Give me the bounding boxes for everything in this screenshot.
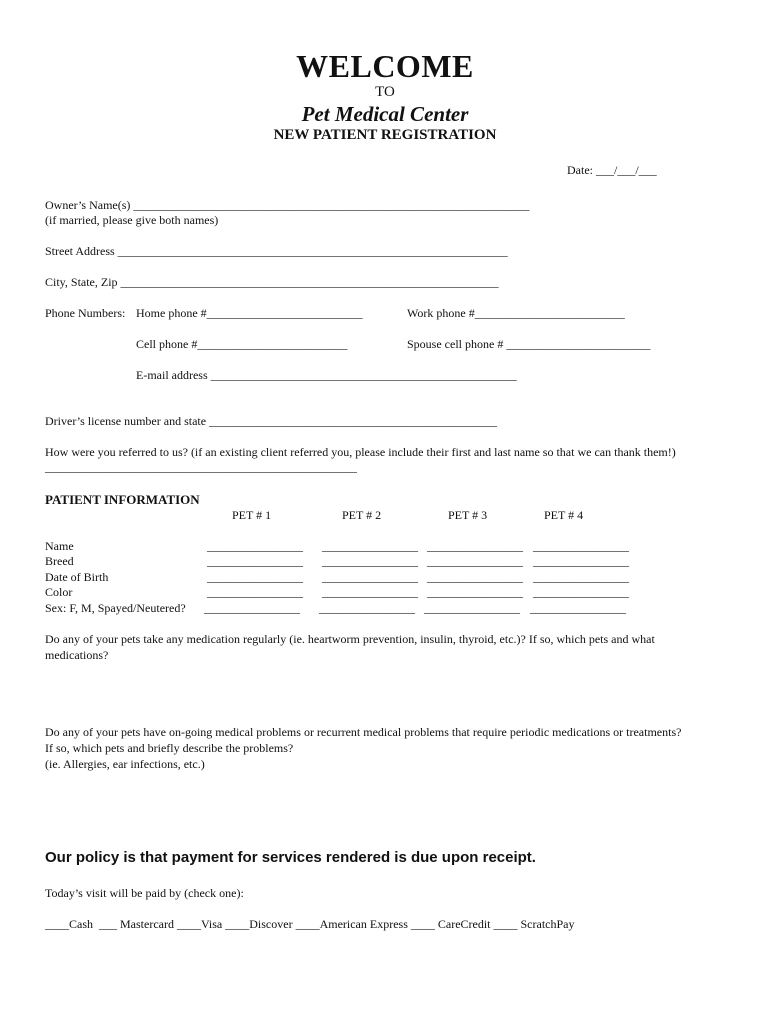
field-label: Name — [45, 539, 74, 553]
problems-question: Do any of your pets have on-going medical problems or recurrent medical problems that require periodic medications or treatments? — [45, 725, 682, 739]
payment-policy: Our policy is that payment for services rendered is due upon receipt. — [45, 849, 536, 866]
field-label: Date of Birth — [45, 570, 109, 584]
clinic-name: Pet Medical Center — [301, 102, 469, 126]
pet-field-blank[interactable]: ________________ — [319, 601, 415, 615]
pet-field-blank[interactable]: ________________ — [427, 539, 523, 553]
phone-numbers-label: Phone Numbers: — [45, 306, 126, 320]
pet-field-blank[interactable]: ________________ — [207, 539, 303, 553]
payment-options[interactable]: ____Cash ___ Mastercard ____Visa ____Discover ____American Express ____ CareCredit ____ ScratchPay — [45, 917, 575, 931]
field-label: Breed — [45, 554, 74, 568]
pet-field-blank[interactable]: ________________ — [533, 554, 629, 568]
pet-header: PET # 3 — [448, 508, 488, 522]
pet-field-blank[interactable]: ________________ — [533, 539, 629, 553]
pet-field-blank[interactable]: ________________ — [204, 601, 300, 615]
pet-field-blank[interactable]: ________________ — [424, 601, 520, 615]
payment-prompt: Today’s visit will be paid by (check one): — [45, 886, 244, 900]
date-field[interactable]: Date: ___/___/___ — [567, 163, 657, 177]
owner-name-note: (if married, please give both names) — [45, 213, 219, 227]
work-phone-field[interactable]: Work phone #_________________________ — [407, 306, 625, 320]
field-label: Color — [45, 585, 73, 599]
pet-header: PET # 2 — [342, 508, 382, 522]
medication-question-cont: medications? — [45, 648, 109, 662]
problems-question-cont: If so, which pets and briefly describe the problems? — [45, 741, 294, 755]
pet-field-blank[interactable]: ________________ — [322, 554, 418, 568]
city-state-zip-field[interactable]: City, State, Zip _______________________________________________________________ — [45, 275, 499, 289]
email-field[interactable]: E-mail address ___________________________________________________ — [136, 368, 517, 382]
pet-field-blank[interactable]: ________________ — [322, 570, 418, 584]
pet-field-blank[interactable]: ________________ — [322, 585, 418, 599]
page-title: WELCOME — [296, 48, 474, 84]
pet-header: PET # 1 — [232, 508, 272, 522]
title-to: TO — [375, 84, 395, 100]
field-label: Sex: F, M, Spayed/Neutered? — [45, 601, 186, 615]
pet-field-blank[interactable]: ________________ — [533, 570, 629, 584]
pet-field-blank[interactable]: ________________ — [322, 539, 418, 553]
pet-field-blank[interactable]: ________________ — [207, 570, 303, 584]
spouse-phone-field[interactable]: Spouse cell phone # ________________________ — [407, 337, 651, 351]
referral-field[interactable]: ____________________________________________________ — [45, 460, 357, 474]
street-address-field[interactable]: Street Address _________________________________________________________________ — [45, 244, 508, 258]
pet-field-blank[interactable]: ________________ — [207, 585, 303, 599]
pet-field-blank[interactable]: ________________ — [207, 554, 303, 568]
license-field[interactable]: Driver’s license number and state ________________________________________________ — [45, 414, 498, 428]
referral-question: How were you referred to us? (if an existing client referred you, please include their first and last name so that we can thank them!) — [45, 445, 676, 459]
pet-header: PET # 4 — [544, 508, 584, 522]
form-subtitle: NEW PATIENT REGISTRATION — [273, 127, 497, 143]
pet-field-blank[interactable]: ________________ — [427, 585, 523, 599]
cell-phone-field[interactable]: Cell phone #_________________________ — [136, 337, 348, 351]
home-phone-field[interactable]: Home phone #__________________________ — [136, 306, 363, 320]
pet-field-blank[interactable]: ________________ — [530, 601, 626, 615]
pet-field-blank[interactable]: ________________ — [427, 570, 523, 584]
owner-name-field[interactable]: Owner’s Name(s) __________________________________________________________________ — [45, 198, 530, 212]
problems-examples: (ie. Allergies, ear infections, etc.) — [45, 757, 205, 771]
pet-field-blank[interactable]: ________________ — [427, 554, 523, 568]
medication-question: Do any of your pets take any medication regularly (ie. heartworm prevention, insulin, thyroid, etc.)? If so, which pets and what — [45, 632, 655, 646]
pet-field-blank[interactable]: ________________ — [533, 585, 629, 599]
patient-info-heading: PATIENT INFORMATION — [45, 492, 200, 507]
